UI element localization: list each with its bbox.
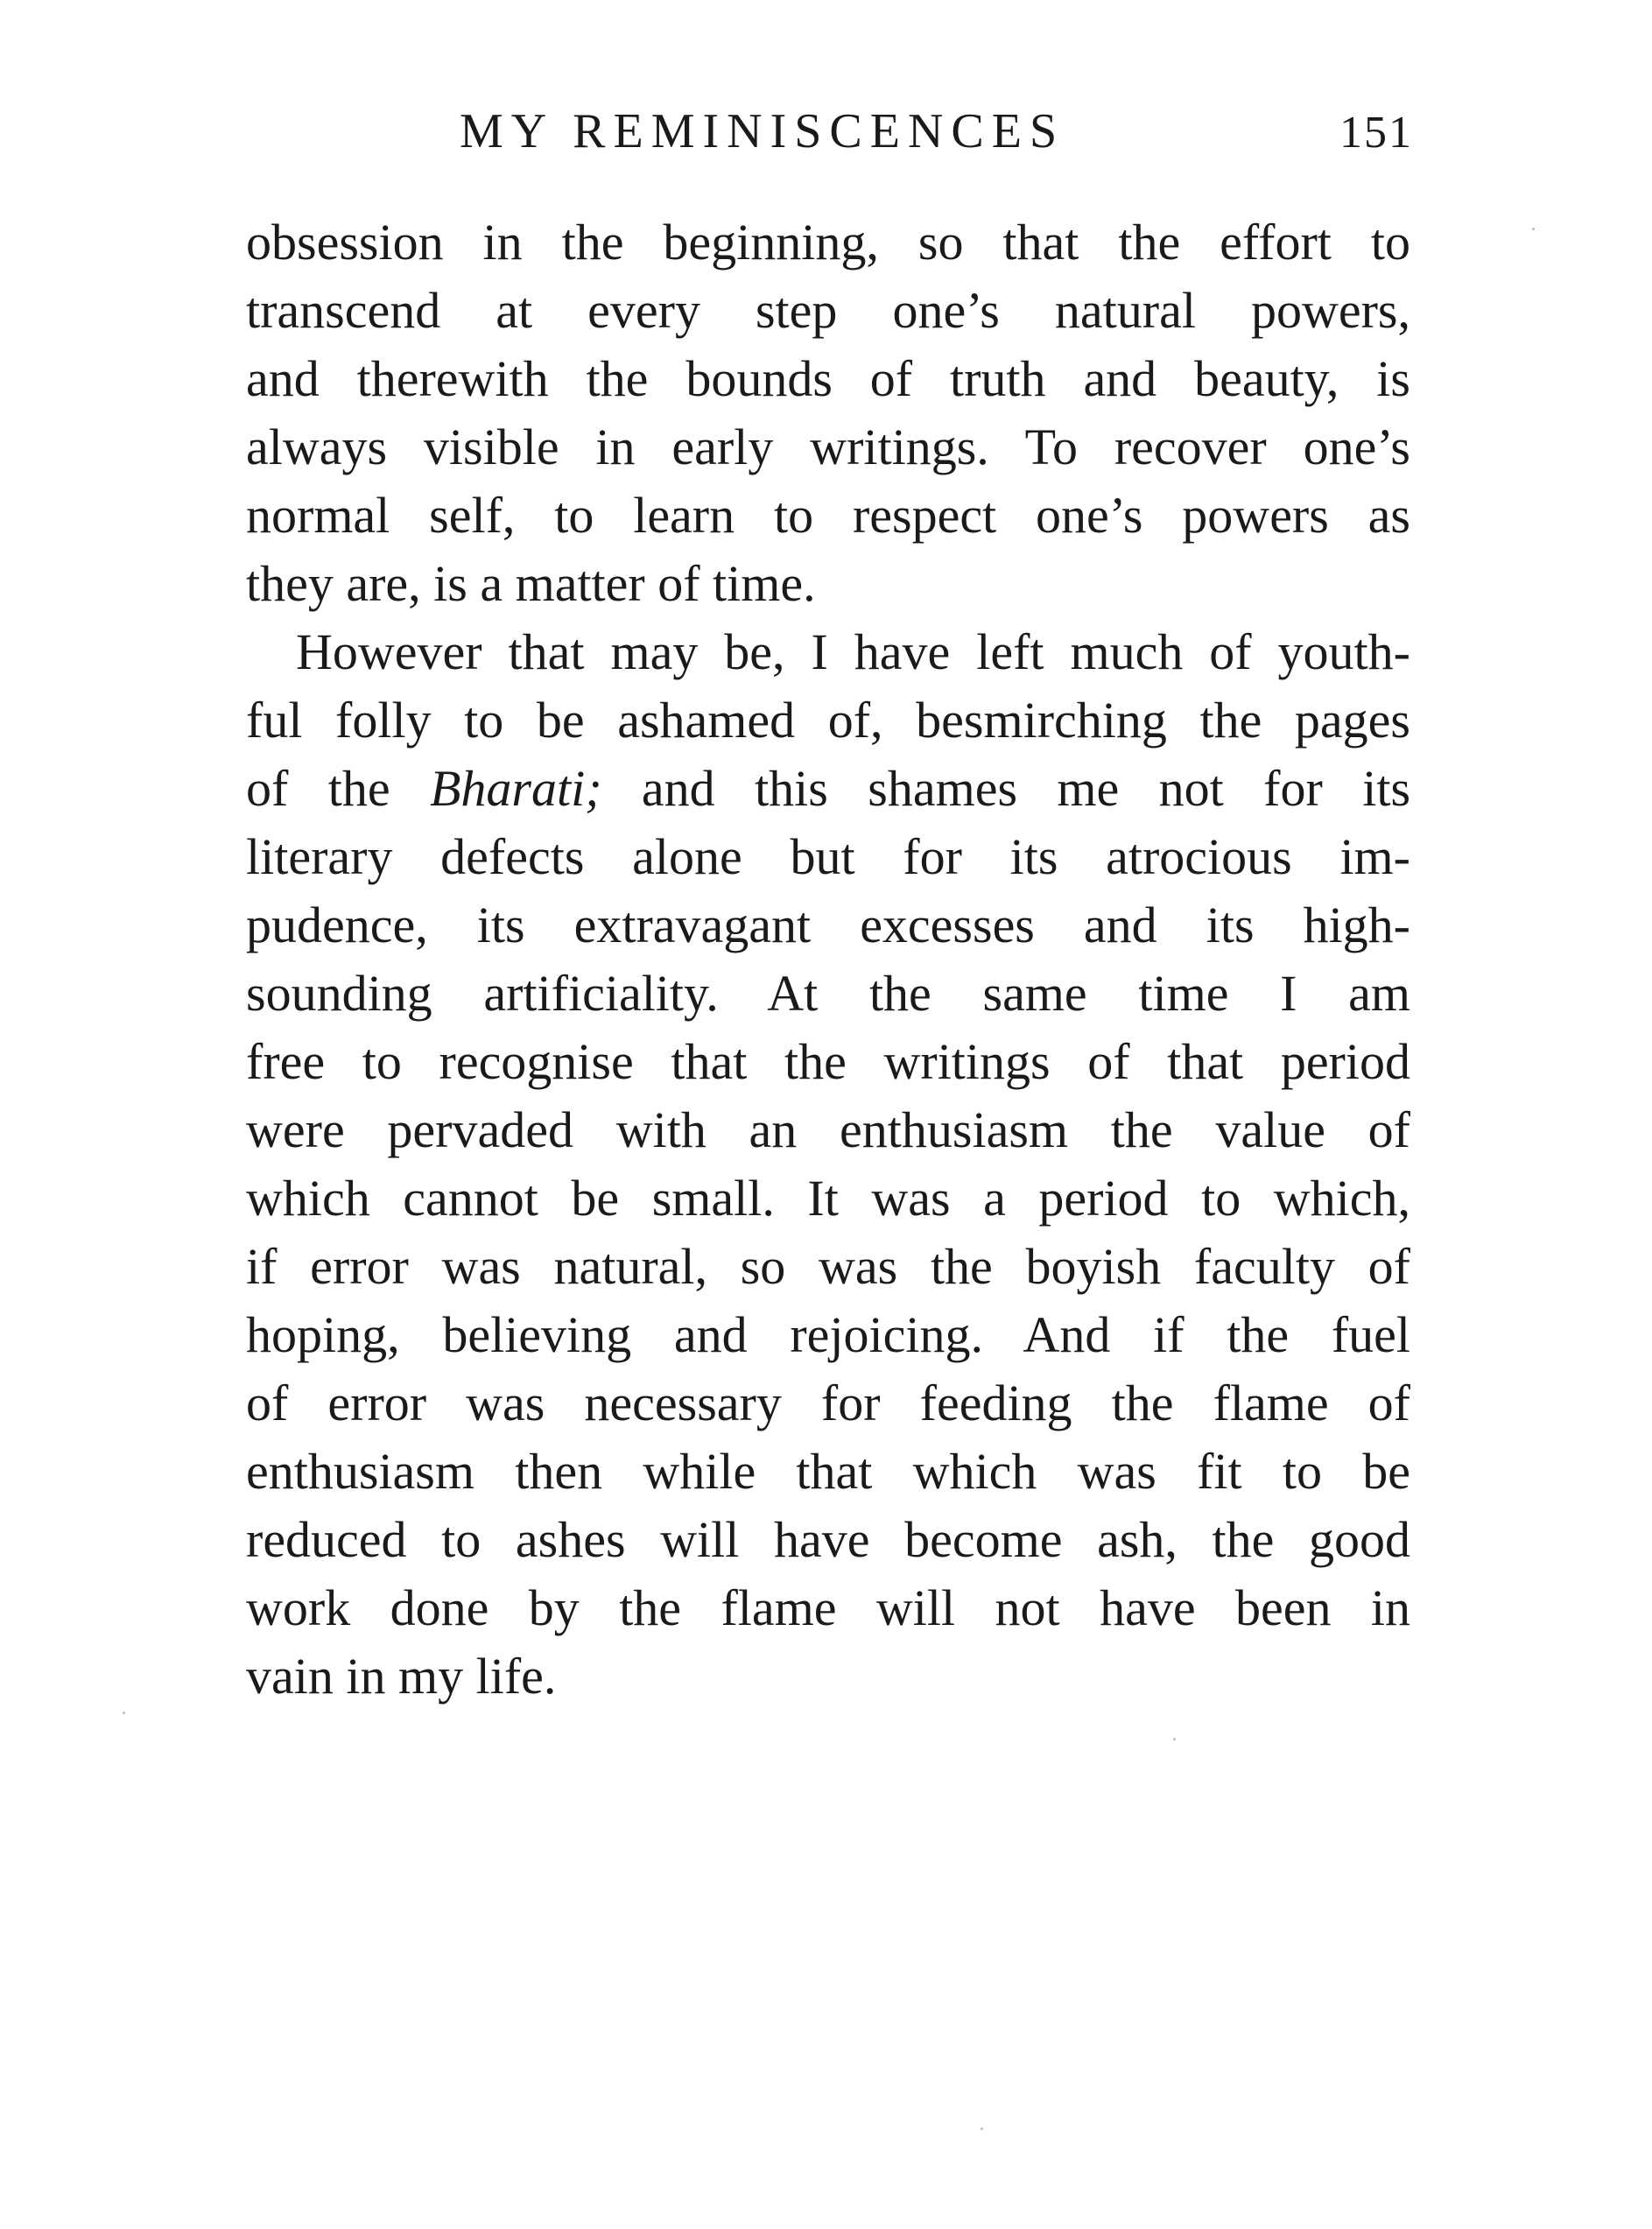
text-line: vain in my life. (246, 1648, 557, 1705)
body-text (246, 208, 1410, 1711)
text-line: work done by the flame will not have been in (246, 1579, 1410, 1636)
page-number: 151 (1339, 108, 1413, 158)
text-line: literary defects alone but for its atrocious im- (246, 828, 1410, 885)
text-line: However that may be, I have left much of youth- (296, 623, 1410, 680)
paragraph-2 (246, 618, 1410, 1711)
text-line: if error was natural, so was the boyish faculty of (246, 1238, 1410, 1295)
text-line: reduced to ashes will have become ash, the good (246, 1511, 1410, 1568)
paper-speck (981, 2127, 983, 2130)
text-line: were pervaded with an enthusiasm the value of (246, 1101, 1410, 1158)
italic-title: Bharati; (429, 760, 602, 817)
text-line: and therewith the bounds of truth and beauty, is (246, 350, 1410, 407)
text-line: always visible in early writings. To recover one’s (246, 418, 1410, 475)
paragraph-1 (246, 208, 1410, 618)
paper-speck (123, 1712, 125, 1714)
text-line: which cannot be small. It was a period to which, (246, 1170, 1410, 1227)
text-line: free to recognise that the writings of that period (246, 1033, 1410, 1090)
text-line: sounding artificiality. At the same time I am (246, 965, 1410, 1022)
text-line: pudence, its extravagant excesses and its high- (246, 897, 1410, 953)
paper-speck (1173, 1738, 1176, 1740)
text-line: ful folly to be ashamed of, besmirching the pages (246, 692, 1410, 749)
text-line: they are, is a matter of time. (246, 555, 816, 612)
text-line: hoping, believing and rejoicing. And if the fuel (246, 1306, 1410, 1363)
text-line: normal self, to learn to respect one’s powers as (246, 487, 1410, 544)
running-title: MY REMINISCENCES (460, 104, 1065, 158)
text-line: transcend at every step one’s natural powers, (246, 282, 1410, 339)
text-run: of the (246, 760, 430, 817)
text-line: enthusiasm then while that which was fit to be (246, 1443, 1410, 1500)
text-line (246, 755, 1410, 823)
text-line: of error was necessary for feeding the flame of (246, 1375, 1410, 1431)
text-line: obsession in the beginning, so that the effort to (246, 214, 1410, 271)
paper-speck (1532, 228, 1535, 230)
page-header (0, 103, 1652, 165)
text-run: and this shames me not for its (601, 760, 1411, 817)
